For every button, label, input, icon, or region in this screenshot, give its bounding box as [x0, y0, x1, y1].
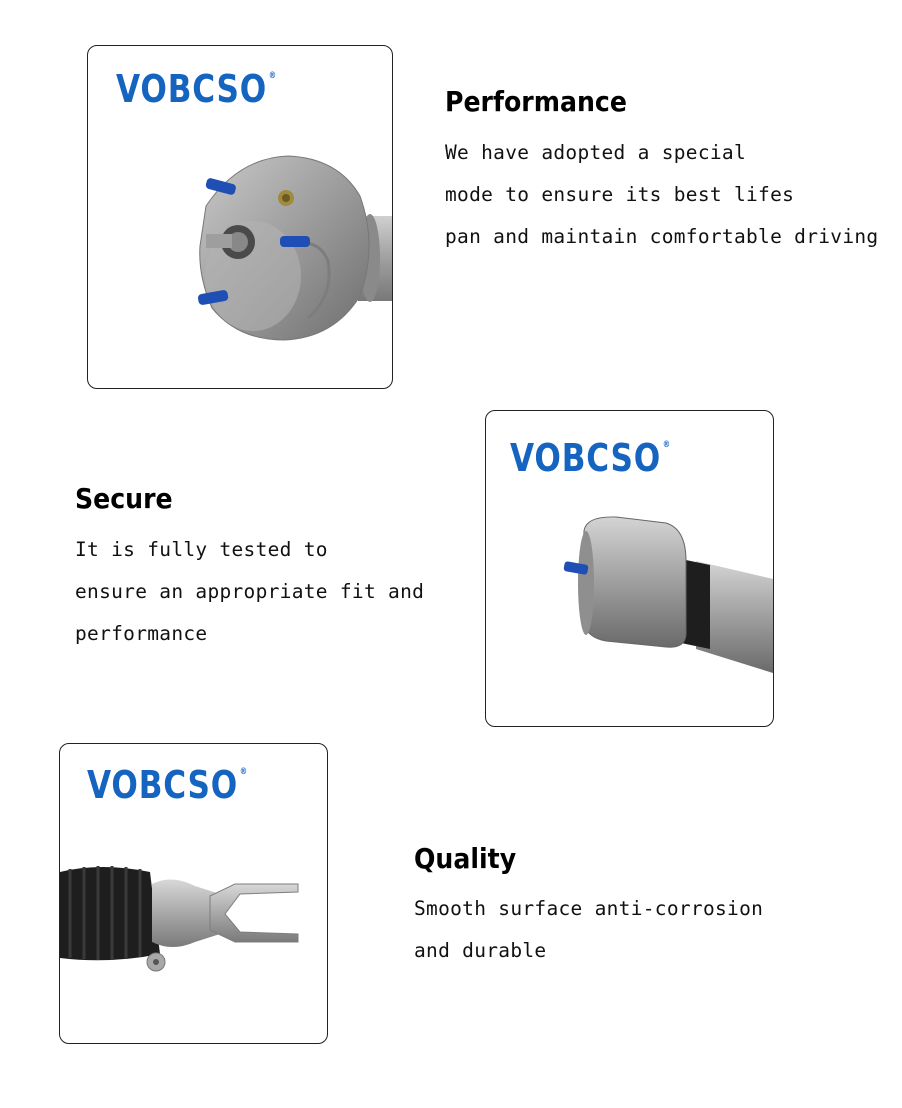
section-heading-secure: Secure [75, 482, 173, 515]
section-text-line: and durable [414, 939, 547, 962]
section-text-line: mode to ensure its best lifes [445, 183, 795, 206]
product-image-card-quality [59, 743, 328, 1044]
section-text-line: pan and maintain comfortable driving [445, 225, 879, 248]
section-text-line: We have adopted a special [445, 141, 746, 164]
section-text-line: It is fully tested to [75, 538, 328, 561]
air-spring-top-mount-image [88, 46, 392, 388]
air-bag-cylinder-image [486, 411, 773, 726]
section-text-line: ensure an appropriate fit and [75, 580, 425, 603]
product-image-card-secure [485, 410, 774, 727]
section-heading-quality: Quality [414, 842, 517, 875]
registered-mark: ® [662, 440, 671, 450]
section-text-line: performance [75, 622, 208, 645]
product-image-card-performance [87, 45, 393, 389]
brand-name: VOBCSO [510, 436, 662, 480]
strut-fork-bellows-image [60, 744, 327, 1043]
brand-name: VOBCSO [87, 763, 239, 807]
brand-name: VOBCSO [116, 67, 268, 111]
section-heading-performance: Performance [445, 85, 627, 118]
registered-mark: ® [268, 71, 277, 81]
registered-mark: ® [239, 767, 248, 777]
section-text-line: Smooth surface anti-corrosion [414, 897, 764, 920]
